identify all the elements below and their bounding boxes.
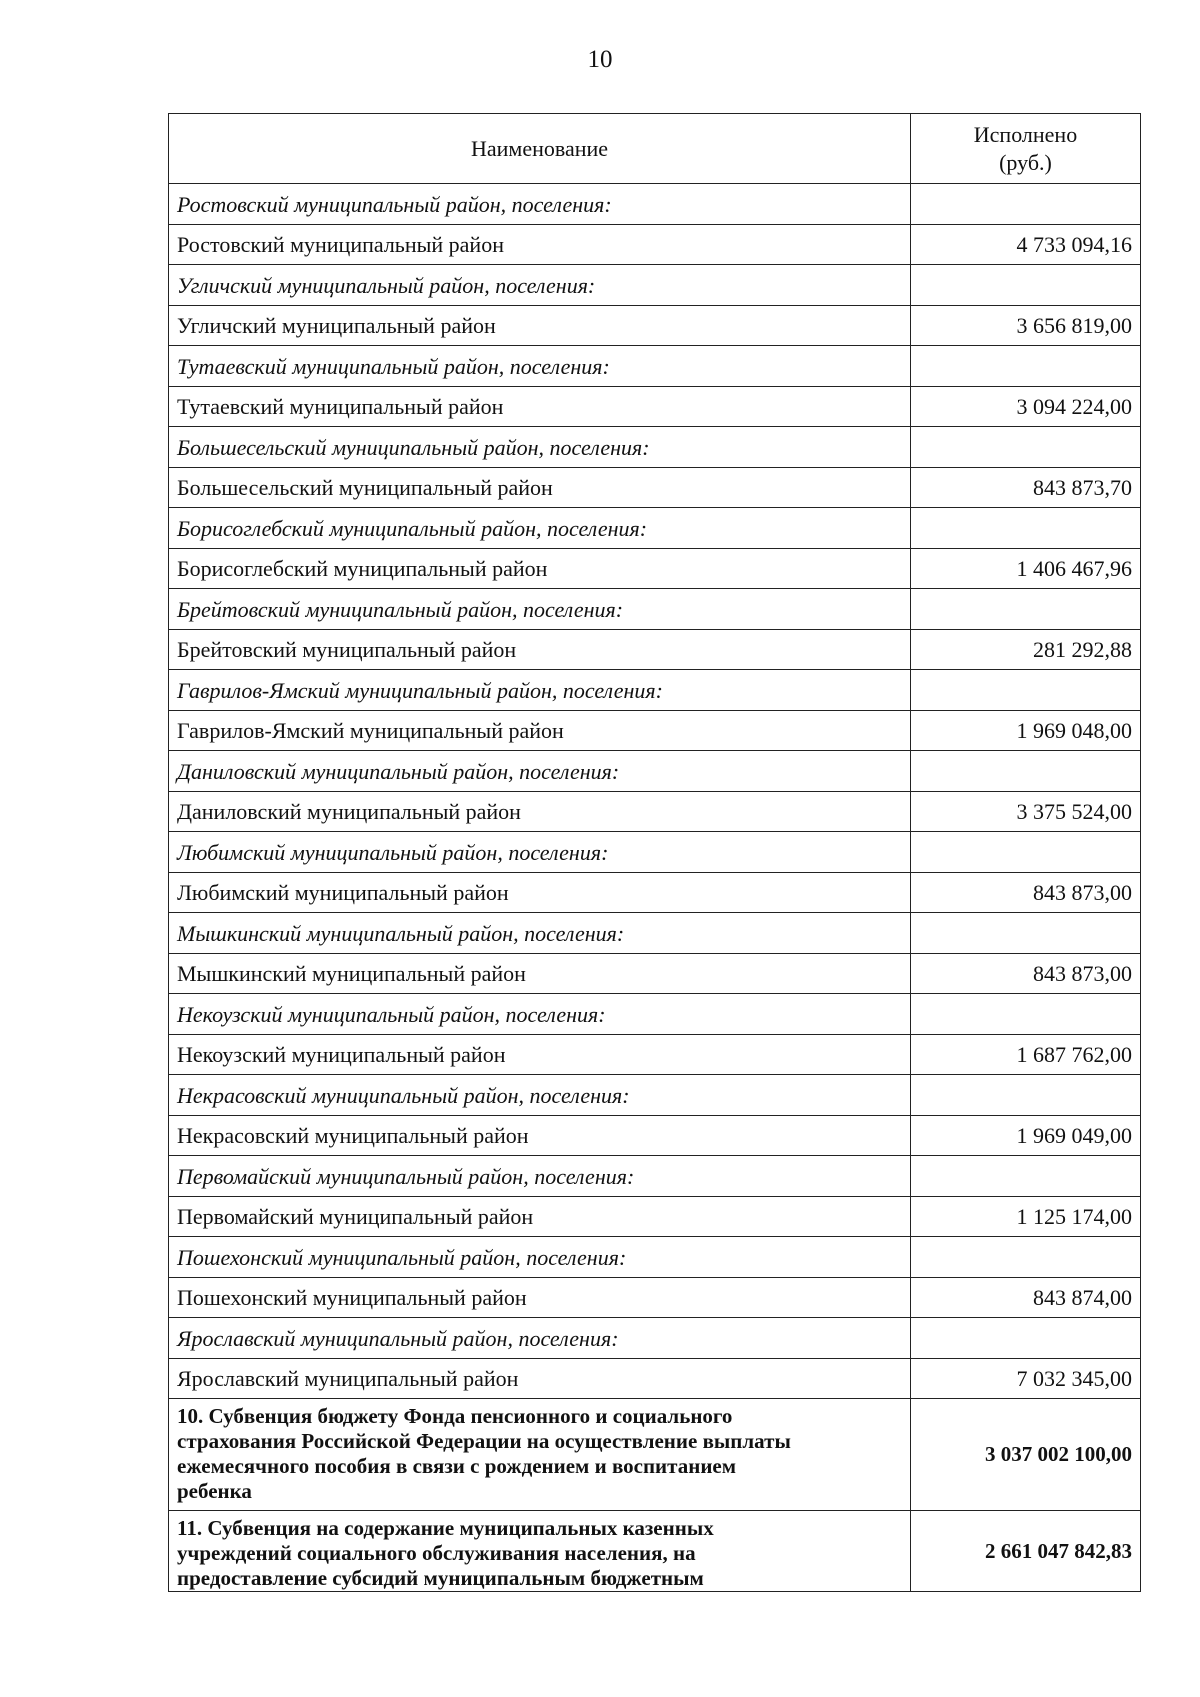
section-row [169, 1399, 1141, 1511]
group-name: Тутаевский муниципальный район, поселения: [169, 346, 911, 387]
district-name: Некрасовский муниципальный район [169, 1116, 911, 1156]
district-name: Ростовский муниципальный район [169, 225, 911, 265]
section-amount: 2 661 047 842,83 [911, 1511, 1141, 1592]
section-amount: 3 037 002 100,00 [911, 1399, 1141, 1511]
group-row [169, 751, 1141, 792]
group-row [169, 1237, 1141, 1278]
district-amount: 3 094 224,00 [911, 387, 1141, 427]
section-line: учреждений социального обслуживания населения, на [177, 1541, 696, 1565]
district-name: Некоузский муниципальный район [169, 1035, 911, 1075]
district-name: Угличский муниципальный район [169, 306, 911, 346]
group-row [169, 346, 1141, 387]
group-name: Большесельский муниципальный район, поселения: [169, 427, 911, 468]
section-line: страхования Российской Федерации на осуществление выплаты [177, 1429, 791, 1453]
district-row [169, 1278, 1141, 1318]
group-amount-empty [911, 427, 1141, 468]
group-name: Даниловский муниципальный район, поселения: [169, 751, 911, 792]
district-amount: 1 406 467,96 [911, 549, 1141, 589]
district-row [169, 549, 1141, 589]
group-name: Некоузский муниципальный район, поселения: [169, 994, 911, 1035]
group-name: Борисоглебский муниципальный район, поселения: [169, 508, 911, 549]
district-row [169, 873, 1141, 913]
group-row [169, 1318, 1141, 1359]
district-name: Брейтовский муниципальный район [169, 630, 911, 670]
group-name: Пошехонский муниципальный район, поселения: [169, 1237, 911, 1278]
district-row [169, 387, 1141, 427]
district-amount: 281 292,88 [911, 630, 1141, 670]
group-name: Первомайский муниципальный район, поселения: [169, 1156, 911, 1197]
group-row [169, 1156, 1141, 1197]
header-amount-line1: Исполнено [973, 121, 1078, 147]
group-amount-empty [911, 346, 1141, 387]
group-row [169, 913, 1141, 954]
group-amount-empty [911, 751, 1141, 792]
district-amount: 4 733 094,16 [911, 225, 1141, 265]
table-header-row [169, 114, 1141, 184]
district-name: Первомайский муниципальный район [169, 1197, 911, 1237]
district-row [169, 1116, 1141, 1156]
section-line: ежемесячного пособия в связи с рождением и воспитанием [177, 1454, 737, 1478]
group-row [169, 427, 1141, 468]
district-amount: 3 375 524,00 [911, 792, 1141, 832]
header-name: Наименование [169, 114, 911, 184]
district-amount: 843 873,00 [911, 873, 1141, 913]
district-amount: 1 125 174,00 [911, 1197, 1141, 1237]
group-amount-empty [911, 1156, 1141, 1197]
district-amount: 1 687 762,00 [911, 1035, 1141, 1075]
section-line: 10. Субвенция бюджету Фонда пенсионного и социального [177, 1404, 733, 1428]
group-row [169, 184, 1141, 225]
group-amount-empty [911, 1318, 1141, 1359]
district-name: Любимский муниципальный район [169, 873, 911, 913]
group-row [169, 670, 1141, 711]
district-amount: 843 873,70 [911, 468, 1141, 508]
district-name: Даниловский муниципальный район [169, 792, 911, 832]
budget-table [168, 113, 1141, 1592]
group-name: Ярославский муниципальный район, поселения: [169, 1318, 911, 1359]
district-name: Большесельский муниципальный район [169, 468, 911, 508]
group-amount-empty [911, 589, 1141, 630]
district-row [169, 1197, 1141, 1237]
district-amount: 843 874,00 [911, 1278, 1141, 1318]
district-amount: 3 656 819,00 [911, 306, 1141, 346]
section-line: предоставление субсидий муниципальным бюджетным [177, 1566, 704, 1590]
section-line: 11. Субвенция на содержание муниципальных казенных [177, 1516, 714, 1540]
group-name: Любимский муниципальный район, поселения: [169, 832, 911, 873]
header-amount [911, 114, 1141, 184]
group-row [169, 994, 1141, 1035]
group-amount-empty [911, 832, 1141, 873]
group-amount-empty [911, 508, 1141, 549]
district-row [169, 1035, 1141, 1075]
group-amount-empty [911, 994, 1141, 1035]
group-name: Мышкинский муниципальный район, поселения: [169, 913, 911, 954]
district-row [169, 225, 1141, 265]
district-name: Ярославский муниципальный район [169, 1359, 911, 1399]
district-row [169, 306, 1141, 346]
group-amount-empty [911, 913, 1141, 954]
group-row [169, 832, 1141, 873]
group-name: Гаврилов-Ямский муниципальный район, поселения: [169, 670, 911, 711]
group-row [169, 508, 1141, 549]
district-name: Тутаевский муниципальный район [169, 387, 911, 427]
section-line: ребенка [177, 1479, 252, 1503]
district-row [169, 792, 1141, 832]
district-row [169, 711, 1141, 751]
header-amount-line2: (руб.) [999, 149, 1052, 175]
group-name: Некрасовский муниципальный район, поселения: [169, 1075, 911, 1116]
group-name: Ростовский муниципальный район, поселения: [169, 184, 911, 225]
district-name: Мышкинский муниципальный район [169, 954, 911, 994]
section-name [169, 1399, 911, 1511]
group-amount-empty [911, 670, 1141, 711]
district-name: Борисоглебский муниципальный район [169, 549, 911, 589]
group-amount-empty [911, 1075, 1141, 1116]
district-name: Пошехонский муниципальный район [169, 1278, 911, 1318]
group-amount-empty [911, 1237, 1141, 1278]
group-name: Брейтовский муниципальный район, поселения: [169, 589, 911, 630]
district-amount: 7 032 345,00 [911, 1359, 1141, 1399]
district-name: Гаврилов-Ямский муниципальный район [169, 711, 911, 751]
district-row [169, 954, 1141, 994]
group-name: Угличский муниципальный район, поселения: [169, 265, 911, 306]
district-amount: 1 969 049,00 [911, 1116, 1141, 1156]
group-row [169, 589, 1141, 630]
group-row [169, 1075, 1141, 1116]
section-row [169, 1511, 1141, 1592]
district-amount: 843 873,00 [911, 954, 1141, 994]
group-amount-empty [911, 265, 1141, 306]
district-row [169, 630, 1141, 670]
group-row [169, 265, 1141, 306]
district-row [169, 468, 1141, 508]
district-row [169, 1359, 1141, 1399]
district-amount: 1 969 048,00 [911, 711, 1141, 751]
page-number: 10 [587, 46, 613, 73]
group-amount-empty [911, 184, 1141, 225]
section-name [169, 1511, 911, 1592]
